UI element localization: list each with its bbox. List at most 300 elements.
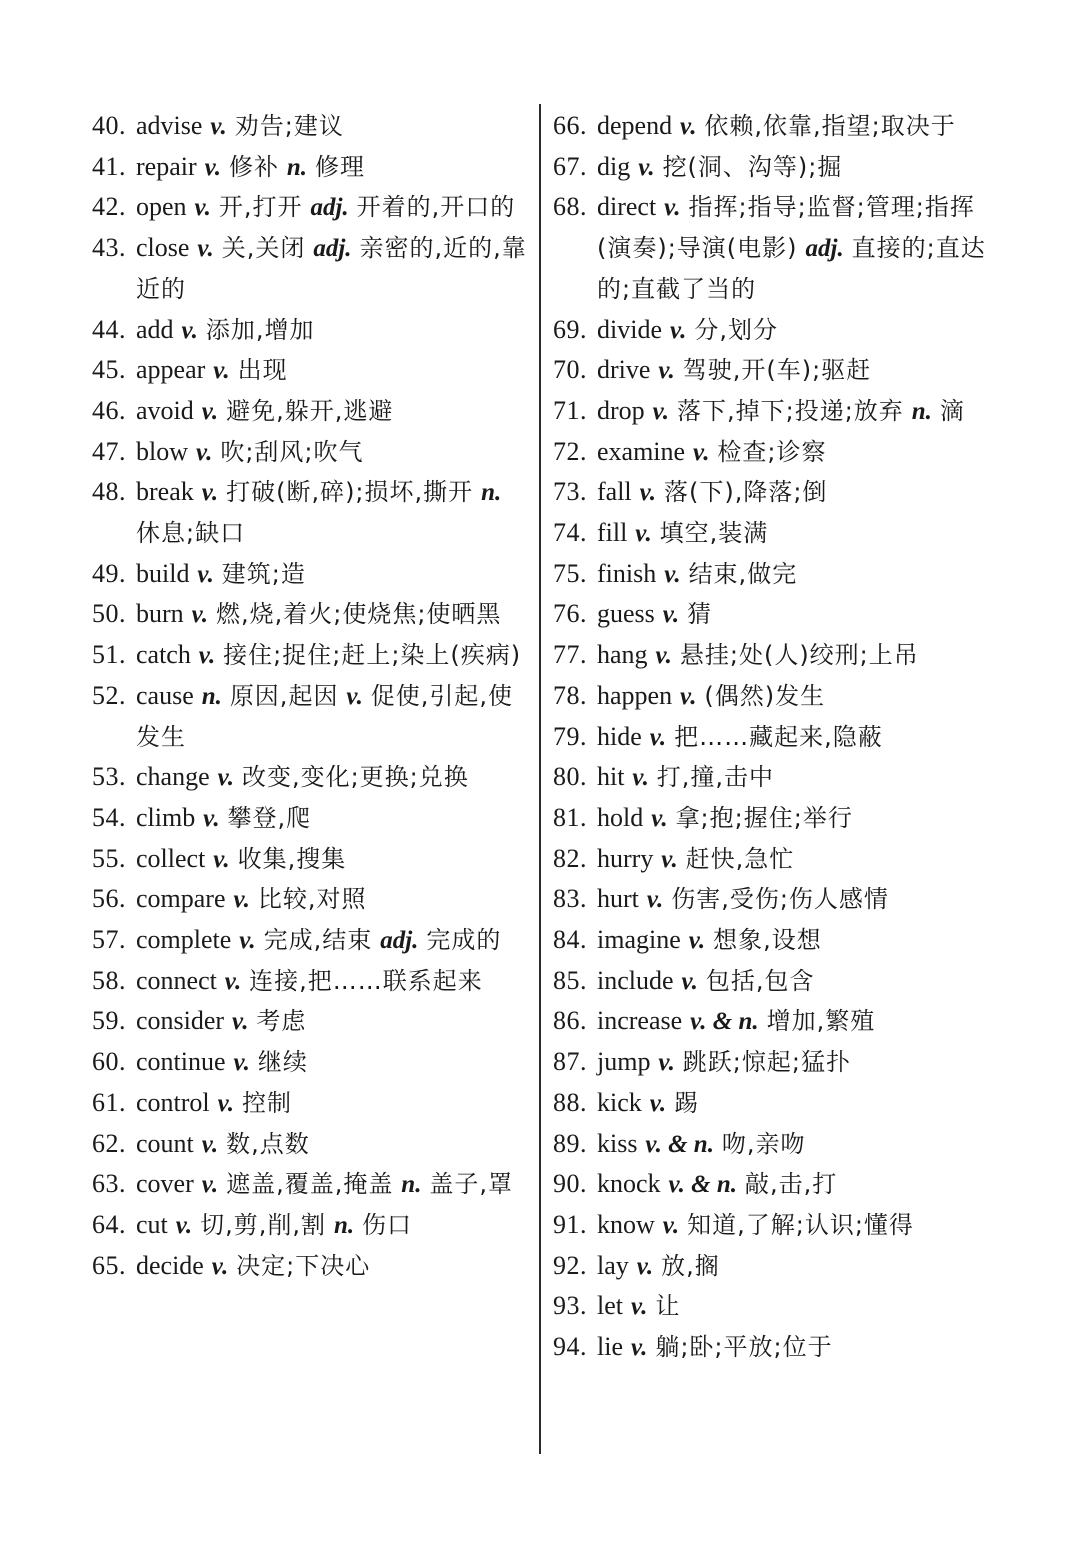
entry-body	[136, 757, 530, 798]
definition: 增加,繁殖	[766, 1007, 876, 1036]
headword: know	[597, 1209, 655, 1239]
part-of-speech: v.	[646, 886, 664, 914]
entry-number: 62.	[92, 1128, 126, 1158]
vocab-entry	[92, 961, 530, 1002]
headword: decide	[136, 1250, 204, 1280]
entry-body	[597, 472, 989, 513]
headword: kiss	[597, 1128, 638, 1158]
part-of-speech: v.	[630, 1293, 648, 1321]
definition: 填空,装满	[659, 519, 769, 548]
entry-body	[597, 798, 989, 839]
part-of-speech: n.	[201, 682, 222, 710]
entry-number: 54.	[92, 802, 126, 832]
entry-number: 75.	[553, 558, 587, 588]
vocab-entry	[92, 1001, 530, 1042]
entry-number: 48.	[92, 477, 126, 507]
entry-body	[136, 839, 530, 880]
entry-body	[597, 635, 989, 676]
vocab-entry	[553, 839, 989, 880]
headword: cut	[136, 1209, 168, 1239]
headword: close	[136, 233, 190, 263]
part-of-speech: v.	[201, 1130, 219, 1158]
entry-body	[136, 961, 530, 1002]
entry-number: 44.	[92, 314, 126, 344]
entry-body	[597, 1124, 989, 1165]
part-of-speech: v.	[661, 845, 678, 873]
entry-number: 52.	[92, 680, 126, 710]
part-of-speech: v.	[175, 1211, 193, 1239]
part-of-speech: v.	[662, 601, 680, 629]
definition: 踢	[674, 1088, 700, 1117]
entry-number: 51.	[92, 640, 126, 670]
entry-number: 82.	[553, 843, 587, 873]
entry-body	[597, 717, 989, 758]
definition: 出现	[237, 356, 288, 385]
vocab-entry	[553, 350, 989, 391]
vocab-entry	[553, 513, 989, 554]
headword: cause	[136, 680, 194, 710]
part-of-speech: v.	[636, 1252, 654, 1280]
entry-body	[136, 350, 530, 391]
entry-body	[597, 594, 989, 635]
vocab-entry	[92, 554, 530, 595]
headword: include	[597, 965, 674, 995]
headword: change	[136, 762, 210, 792]
headword: collect	[136, 843, 206, 873]
definition: 遮盖,覆盖,掩盖	[226, 1170, 394, 1199]
part-of-speech: v.	[639, 479, 657, 507]
part-of-speech: v.	[649, 1089, 667, 1117]
vocab-entry	[92, 391, 530, 432]
entry-body	[597, 1042, 989, 1083]
entry-number: 87.	[553, 1047, 587, 1077]
vocab-entry	[553, 798, 989, 839]
definition: 开,打开	[218, 193, 303, 222]
headword: open	[136, 192, 187, 222]
part-of-speech: v.	[233, 886, 250, 914]
headword: repair	[136, 151, 197, 181]
headword: catch	[136, 640, 191, 670]
definition: 添加,增加	[205, 315, 315, 344]
definition: 包括,包含	[705, 966, 815, 995]
part-of-speech: v.	[680, 682, 697, 710]
part-of-speech: v.	[688, 927, 706, 955]
part-of-speech: v.	[217, 764, 234, 792]
definition: 收集,搜集	[237, 844, 347, 873]
definition: 休息;缺口	[136, 519, 246, 548]
entry-body	[597, 391, 989, 432]
part-of-speech: v.	[681, 967, 698, 995]
headword: kick	[597, 1087, 642, 1117]
entry-number: 63.	[92, 1169, 126, 1199]
part-of-speech: v.	[239, 927, 256, 955]
part-of-speech: v. & n.	[668, 1171, 738, 1199]
definition: 想象,设想	[713, 926, 822, 955]
entry-number: 59.	[92, 1006, 126, 1036]
part-of-speech: v.	[197, 235, 214, 263]
entry-number: 43.	[92, 233, 126, 263]
entry-number: 74.	[553, 518, 587, 548]
entry-number: 91.	[553, 1209, 587, 1239]
part-of-speech: n.	[911, 397, 932, 425]
definition: 改变,变化;更换;兑换	[241, 763, 469, 792]
entry-body	[597, 1286, 989, 1327]
definition: 依赖,依靠,指望;取决于	[704, 112, 956, 140]
part-of-speech: v.	[658, 1049, 675, 1077]
entry-number: 53.	[92, 762, 126, 792]
entry-number: 60.	[92, 1047, 126, 1077]
part-of-speech: v.	[211, 1252, 229, 1280]
entry-body	[136, 676, 530, 757]
entry-body	[136, 391, 530, 432]
entry-number: 85.	[553, 965, 587, 995]
headword: happen	[597, 680, 673, 710]
vocab-entry	[553, 717, 989, 758]
headword: lie	[597, 1332, 623, 1362]
entry-number: 64.	[92, 1209, 126, 1239]
entry-number: 65.	[92, 1250, 126, 1280]
definition: 落下,掉下;投递;放弃	[677, 396, 904, 425]
right-column	[553, 106, 989, 1368]
part-of-speech: v.	[195, 438, 213, 466]
vocab-entry	[92, 310, 530, 351]
definition: 滴	[939, 396, 965, 425]
entry-number: 84.	[553, 925, 587, 955]
vocab-entry	[92, 676, 530, 757]
entry-number: 80.	[553, 762, 587, 792]
entry-body	[136, 1124, 530, 1165]
definition: 完成的	[426, 926, 502, 955]
headword: cover	[136, 1169, 194, 1199]
vocab-entry	[553, 1124, 989, 1165]
part-of-speech: v.	[204, 153, 221, 181]
vocab-entry	[92, 757, 530, 798]
part-of-speech: n.	[401, 1171, 422, 1199]
definition: 打,撞,击中	[656, 763, 775, 792]
entry-number: 47.	[92, 436, 126, 466]
definition: 比较,对照	[257, 885, 367, 914]
headword: fall	[597, 477, 632, 507]
headword: burn	[136, 599, 184, 629]
vocab-entry	[553, 310, 989, 351]
part-of-speech: v.	[664, 560, 681, 588]
part-of-speech: v.	[201, 1171, 219, 1199]
headword: let	[597, 1291, 623, 1321]
definition: 考虑	[256, 1007, 307, 1036]
definition: 修补	[228, 152, 279, 181]
headword: break	[136, 477, 194, 507]
definition: 开着的,开口的	[356, 193, 516, 222]
entry-number: 41.	[92, 151, 126, 181]
definition: 分,划分	[694, 315, 778, 344]
headword: increase	[597, 1006, 683, 1036]
headword: jump	[597, 1047, 651, 1077]
entry-body	[597, 147, 989, 188]
part-of-speech: v.	[191, 601, 209, 629]
headword: knock	[597, 1169, 661, 1199]
part-of-speech: v. & n.	[645, 1130, 714, 1158]
definition: 盖子,罩	[429, 1170, 514, 1199]
definition: 连接,把……联系起来	[249, 966, 483, 995]
definition: 检查;诊察	[717, 437, 827, 466]
headword: hurt	[597, 884, 639, 914]
entry-number: 61.	[92, 1087, 126, 1117]
vocab-entry	[92, 350, 530, 391]
part-of-speech: v.	[655, 642, 672, 670]
entry-body	[597, 1083, 989, 1124]
part-of-speech: v.	[213, 845, 230, 873]
definition: 躺;卧;平放;位于	[655, 1333, 833, 1362]
part-of-speech: v.	[217, 1089, 235, 1117]
vocab-entry	[553, 554, 989, 595]
entry-number: 92.	[553, 1250, 587, 1280]
vocab-entry	[553, 1083, 989, 1124]
vocab-entry	[92, 187, 530, 228]
definition: 亲密的,近的,靠近的	[136, 234, 527, 303]
part-of-speech: n.	[286, 153, 308, 181]
part-of-speech: v.	[658, 357, 675, 385]
vocab-entry	[553, 635, 989, 676]
entry-body	[597, 513, 989, 554]
entry-body	[597, 676, 989, 717]
definition: 劝告;建议	[234, 112, 344, 140]
entry-number: 71.	[553, 395, 587, 425]
headword: fill	[597, 518, 628, 548]
entry-number: 77.	[553, 640, 587, 670]
definition: 放,搁	[661, 1251, 720, 1280]
definition: 指挥;指导;监督;管理;指挥(演奏);导演(电影)	[597, 193, 975, 263]
entry-body	[597, 961, 989, 1002]
entry-body	[597, 839, 989, 880]
part-of-speech: v.	[649, 723, 667, 751]
part-of-speech: v.	[664, 194, 681, 222]
entry-body	[136, 1001, 530, 1042]
definition: 切,剪,削,割	[200, 1210, 326, 1239]
entry-number: 56.	[92, 884, 126, 914]
entry-body	[136, 187, 530, 228]
part-of-speech: v.	[233, 1049, 250, 1077]
entry-body	[136, 472, 530, 553]
entry-body	[136, 432, 530, 473]
definition: 接住;捉住;赶上;染上(疾病)	[223, 641, 522, 670]
entry-body	[597, 554, 989, 595]
vocab-entry	[92, 1083, 530, 1124]
vocab-entry	[92, 839, 530, 880]
entry-number: 90.	[553, 1169, 587, 1199]
column-divider	[539, 104, 541, 1454]
part-of-speech: adj.	[310, 194, 349, 222]
entry-body	[136, 798, 530, 839]
entry-number: 40.	[92, 111, 126, 140]
headword: build	[136, 558, 190, 588]
part-of-speech: v.	[213, 357, 230, 385]
vocab-entry	[553, 1327, 989, 1368]
part-of-speech: v.	[638, 153, 655, 181]
vocab-entry	[553, 472, 989, 513]
vocab-entry	[92, 1246, 530, 1287]
definition: 数,点数	[226, 1129, 310, 1158]
headword: hit	[597, 762, 625, 792]
vocab-entry	[553, 961, 989, 1002]
vocab-entry	[553, 1042, 989, 1083]
part-of-speech: v. & n.	[690, 1008, 759, 1036]
vocab-entry	[553, 391, 989, 432]
headword: lay	[597, 1250, 629, 1280]
definition: 完成,结束	[263, 926, 373, 955]
vocab-entry	[92, 920, 530, 961]
definition: 落(下),降落;倒	[663, 478, 828, 507]
vocab-entry	[553, 1164, 989, 1205]
definition: 赶快,急忙	[685, 844, 795, 873]
part-of-speech: v.	[346, 682, 363, 710]
definition: 避免,躲开,逃避	[226, 396, 394, 425]
headword: climb	[136, 802, 196, 832]
headword: hold	[597, 802, 644, 832]
entry-body	[136, 1164, 530, 1205]
definition: 知道,了解;认识;懂得	[687, 1210, 914, 1239]
part-of-speech: v.	[680, 113, 697, 140]
definition: 把……藏起来,隐蔽	[674, 722, 883, 751]
vocab-entry	[92, 1164, 530, 1205]
part-of-speech: v.	[632, 764, 649, 792]
entry-body	[597, 1001, 989, 1042]
part-of-speech: n.	[481, 479, 502, 507]
definition: 伤害,受伤;伤人感情	[671, 885, 889, 914]
vocab-entry	[553, 594, 989, 635]
entry-body	[597, 1164, 989, 1205]
definition: 继续	[257, 1048, 308, 1077]
headword: imagine	[597, 925, 681, 955]
part-of-speech: v.	[651, 804, 668, 832]
entry-number: 45.	[92, 355, 126, 385]
vocab-entry	[553, 676, 989, 717]
headword: appear	[136, 355, 206, 385]
entry-body	[136, 554, 530, 595]
entry-body	[136, 147, 530, 188]
entry-body	[136, 879, 530, 920]
part-of-speech: v.	[181, 316, 198, 344]
entry-number: 89.	[553, 1128, 587, 1158]
definition: 决定;下决心	[236, 1251, 371, 1280]
entry-number: 72.	[553, 436, 587, 466]
headword: advise	[136, 111, 203, 140]
entry-body	[136, 310, 530, 351]
definition: 猜	[687, 600, 713, 629]
definition: 驾驶,开(车);驱赶	[682, 356, 872, 385]
entry-number: 78.	[553, 680, 587, 710]
entry-body	[136, 1083, 530, 1124]
vocab-entry	[92, 635, 530, 676]
entry-number: 49.	[92, 558, 126, 588]
entry-number: 68.	[553, 192, 587, 222]
entry-body	[597, 757, 989, 798]
entry-body	[136, 920, 530, 961]
entry-body	[597, 187, 989, 309]
definition: 直接的;直达的;直截了当的	[597, 234, 986, 303]
part-of-speech: v.	[210, 113, 227, 140]
entry-body	[597, 1327, 989, 1368]
part-of-speech: v.	[224, 967, 242, 995]
entry-number: 83.	[553, 884, 587, 914]
headword: connect	[136, 965, 217, 995]
headword: depend	[597, 111, 673, 140]
definition: 打破(断,碎);损坏,撕开	[226, 478, 474, 507]
part-of-speech: v.	[201, 479, 219, 507]
entry-number: 94.	[553, 1332, 587, 1362]
entry-body	[597, 1246, 989, 1287]
headword: guess	[597, 599, 655, 629]
headword: hurry	[597, 843, 654, 873]
entry-body	[597, 879, 989, 920]
vocab-entry	[553, 1001, 989, 1042]
part-of-speech: adj.	[805, 235, 844, 263]
entry-body	[136, 1042, 530, 1083]
definition: 拿;抱;握住;举行	[675, 803, 853, 832]
headword: complete	[136, 925, 232, 955]
definition: 控制	[241, 1088, 292, 1117]
entry-body	[136, 106, 530, 147]
headword: dig	[597, 151, 631, 181]
entry-body	[597, 106, 989, 147]
headword: hang	[597, 640, 648, 670]
entry-number: 76.	[553, 599, 587, 629]
entry-body	[136, 594, 530, 635]
headword: finish	[597, 558, 657, 588]
headword: compare	[136, 884, 226, 914]
definition: 挖(洞、沟等);掘	[662, 152, 843, 181]
definition: 攀登,爬	[227, 803, 312, 832]
headword: divide	[597, 314, 662, 344]
definition: 跳跃;惊起;猛扑	[682, 1048, 851, 1077]
vocab-entry	[92, 1124, 530, 1165]
vocab-entry	[92, 798, 530, 839]
entry-number: 42.	[92, 192, 126, 222]
definition: 结束,做完	[688, 559, 798, 588]
headword: blow	[136, 436, 188, 466]
headword: examine	[597, 436, 686, 466]
entry-body	[597, 920, 989, 961]
definition: 建筑;造	[221, 559, 306, 588]
entry-number: 69.	[553, 314, 587, 344]
vocab-entry	[553, 1286, 989, 1327]
headword: direct	[597, 192, 657, 222]
vocab-entry	[553, 920, 989, 961]
entry-number: 86.	[553, 1006, 587, 1036]
entry-number: 88.	[553, 1087, 587, 1117]
entry-number: 50.	[92, 599, 126, 629]
entry-number: 70.	[553, 355, 587, 385]
entry-body	[136, 228, 530, 309]
part-of-speech: v.	[197, 560, 214, 588]
headword: drop	[597, 395, 645, 425]
vocab-entry	[92, 147, 530, 188]
definition: 吹;刮风;吹气	[220, 437, 364, 466]
part-of-speech: v.	[652, 397, 670, 425]
vocab-entry	[553, 879, 989, 920]
vocab-entry	[92, 594, 530, 635]
definition: 燃,烧,着火;使烧焦;使晒黑	[216, 600, 502, 629]
definition: 让	[655, 1292, 681, 1321]
headword: add	[136, 314, 174, 344]
part-of-speech: v.	[232, 1008, 249, 1036]
part-of-speech: v.	[201, 397, 219, 425]
headword: hide	[597, 721, 642, 751]
entry-number: 46.	[92, 395, 126, 425]
vocab-entry	[92, 432, 530, 473]
vocab-entry	[553, 147, 989, 188]
headword: consider	[136, 1006, 225, 1036]
headword: avoid	[136, 395, 194, 425]
